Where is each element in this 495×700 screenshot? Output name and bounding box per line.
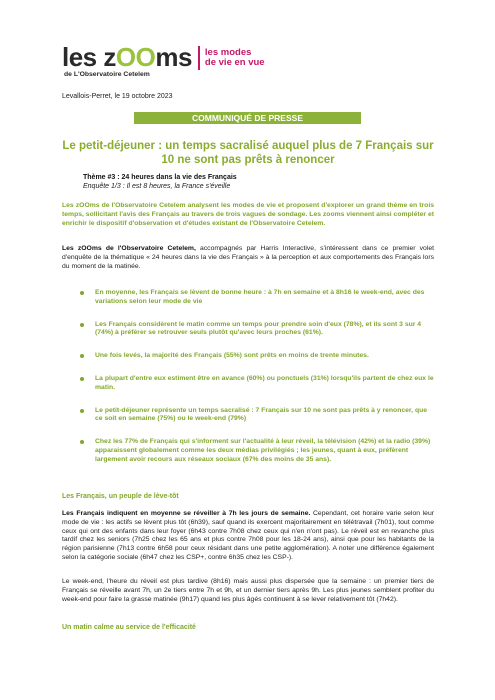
list-item: En moyenne, les Français se lèvent de bonne heure : à 7h en semaine et à 8h16 le week-end, avec des variations selon leur mode de vie [80, 289, 436, 307]
logo-tagline: les modes de vie en vue [204, 47, 265, 68]
section-heading: Les Français, un peuple de lève-tôt [62, 493, 179, 500]
section-lead: Les Français indiquent en moyenne se réveiller à 7h les jours de semaine. [62, 510, 311, 517]
list-item: Une fois levés, la majorité des Français (55%) sont prêts en moins de trente minutes. [80, 352, 436, 361]
context-lead: Les zOOms de l'Observatoire Cetelem, [62, 245, 196, 252]
context-paragraph [62, 245, 434, 271]
logo-subtitle: de L'Observatoire Cetelem [64, 71, 150, 78]
logo-brand: les zOOms [62, 42, 192, 72]
section-paragraph-2: Le week-end, l'heure du réveil est plus tardive (8h16) mais aussi plus dispersée que la semaine : un premier tiers de Français se réveille avant 7h, un 2e tiers entre 7h et 9h, et un dernier tiers après 9h. Les plus jeunes semblent profiter du week-end pour faire la grasse matinée (9h17) quand les plus âgés continuent à se lever relativement tôt (7h42). [62, 578, 434, 603]
list-item: Chez les 77% de Français qui s'informent sur l'actualité à leur réveil, la télévision (42%) et la radio (39%) apparaissent globalement comme les deux médias privilégiés ; les jeunes, quant à eux, préfèrent largement avoir recours aux réseaux sociaux (67% des moins de 35 ans). [80, 438, 436, 464]
section-paragraph [62, 510, 434, 563]
press-date: Levallois-Perret, le 19 octobre 2023 [62, 93, 173, 100]
page-title: Le petit-déjeuner : un temps sacralisé auquel plus de 7 Français sur 10 ne sont pas prêts à renoncer [62, 140, 434, 166]
context-text: accompagnés par Harris Interactive, s'intéressent dans ce premier volet d'enquête de la thématique « 24 heures dans la vie des Français » à la perception et aux comportements des Français lors du moment de la matinée. [62, 245, 435, 270]
section-heading-2: Un matin calme au service de l'efficacité [62, 624, 196, 631]
bullet-icon [80, 323, 84, 327]
section-text: Cependant, cet horaire varie selon leur mode de vie : les actifs se lèvent plus tôt (6h39), sauf quand ils exercent majoritairement en télétravail (7h01), tout comme ceux qui ont des enfants dans leur foyer (6h43 contre 7h08 chez ceux qui n'en n'ont pas). Le réveil est en revanche plus tardif chez les seniors (7h25 chez les 65 ans et plus contre 7h08 pour les 18-24 ans), ainsi que pour les habitants de la région parisienne (7h13 contre 6h58 pour ceux résidant dans une petite agglomération). A noter une différence également selon la catégorie sociale (6h47 chez les CSP+, contre 6h35 chez les CSP-). [62, 510, 434, 561]
bullet-icon [80, 440, 84, 444]
bullet-icon [80, 291, 84, 295]
press-release-banner: COMMUNIQUÉ DE PRESSE [134, 112, 361, 124]
list-item: Les Français considèrent le matin comme un temps pour prendre soin d'eux (78%), et ils sont 3 sur 4 (74%) à préférer se retrouver seuls plutôt qu'avec leurs proches (61%). [80, 321, 436, 339]
list-item: La plupart d'entre eux estiment être en avance (60%) ou ponctuels (31%) lorsqu'ils partent de chez eux le matin. [80, 375, 436, 393]
logo-divider [198, 46, 200, 70]
logo [62, 44, 265, 78]
intro-paragraph: Les zOOms de l'Observatoire Cetelem analysent les modes de vie et proposent d'explorer un grand thème en trois temps, sollicitant l'avis des Français au travers de trois vagues de sondage. Les zooms viennent ainsi compléter et enrichir le dispositif d'observation et d'études existant de l'Observatoire Cetelem. [62, 202, 434, 227]
survey-label: Enquête 1/3 : Il est 8 heures, la France s'éveille [83, 183, 231, 190]
theme-label: Thème #3 : 24 heures dans la vie des Français [83, 174, 237, 181]
list-item: Le petit-déjeuner représente un temps sacralisé : 7 Français sur 10 ne sont pas prêts à y renoncer, que ce soit en semaine (75%) ou le week-end (79%) [80, 407, 436, 425]
bullet-icon [80, 354, 84, 358]
bullet-icon [80, 377, 84, 381]
key-findings-list [80, 289, 436, 465]
bullet-icon [80, 409, 84, 413]
